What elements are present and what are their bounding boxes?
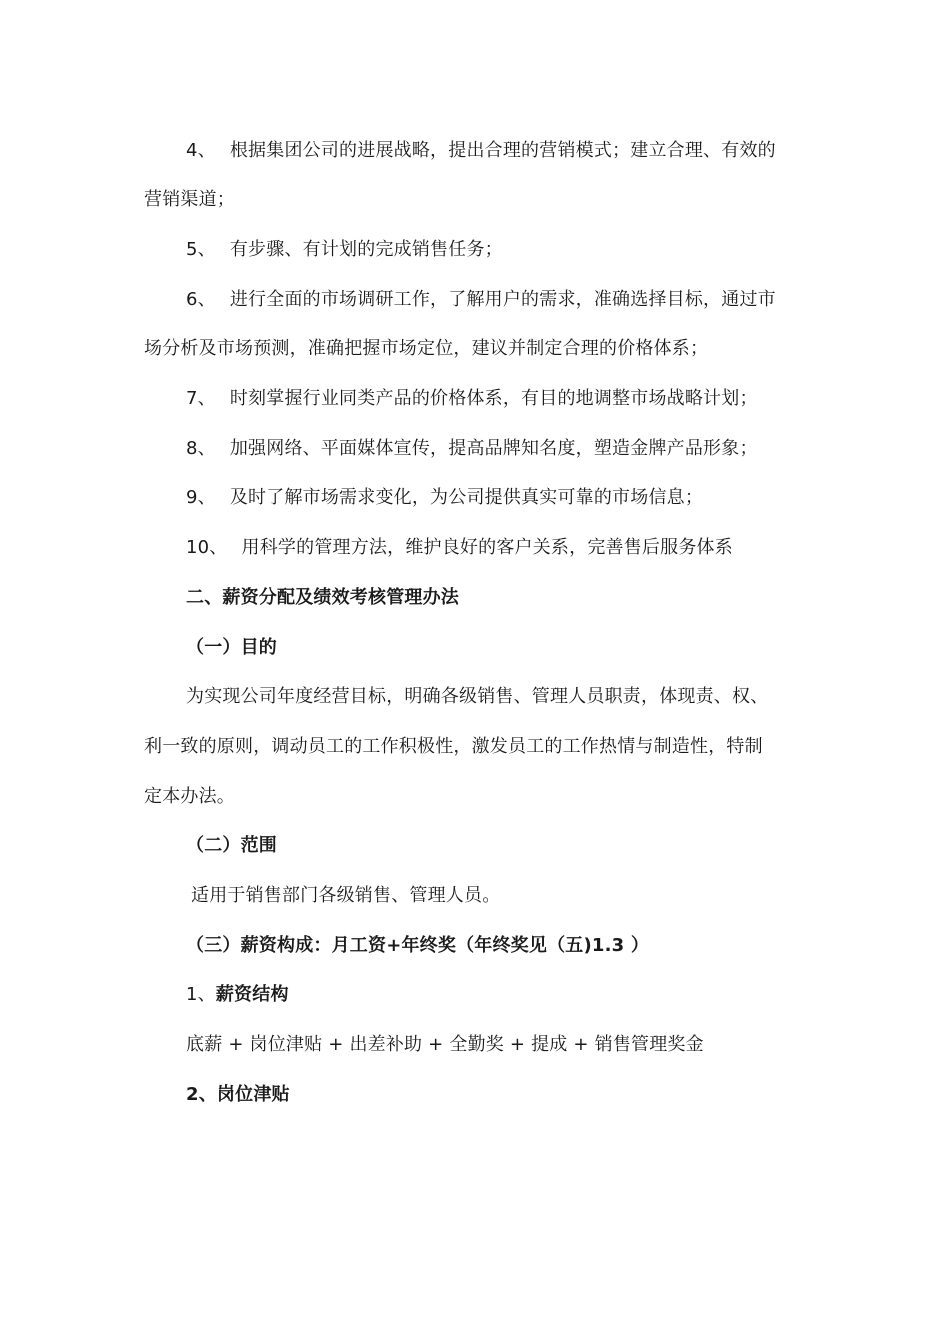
purpose-paragraph-line2: 利一致的原则，调动员工的工作积极性，激发员工的工作热情与制造性，特制: [144, 736, 763, 757]
purpose-paragraph-line3: 定本办法。: [144, 786, 235, 807]
subsection-heading-salary: （三）薪资构成：月工资+年终奖（年终奖见（五)1.3 ）: [186, 935, 650, 956]
scope-paragraph: 适用于销售部门各级销售、管理人员。: [191, 885, 501, 906]
salary-structure-number: 1、: [186, 984, 216, 1005]
list-item-8: [186, 436, 758, 462]
section-heading: 二、薪资分配及绩效考核管理办法: [186, 587, 459, 608]
list-item-text: 加强网络、平面媒体宣传，提高品牌知名度，塑造金牌产品形象；: [229, 438, 758, 459]
list-item-number: 5、: [186, 239, 216, 260]
salary-formula: 底薪 + 岗位津贴 + 出差补助 + 全勤奖 + 提成 + 销售管理奖金: [186, 1034, 704, 1055]
allowance-heading: 2、岗位津贴: [186, 1084, 290, 1105]
subsection-heading-purpose: （一）目的: [186, 637, 277, 658]
salary-structure-title: 薪资结构: [215, 984, 289, 1005]
list-item-4-line2: 营销渠道；: [144, 189, 235, 210]
list-item-number: 6、: [186, 289, 216, 310]
purpose-paragraph-line1: 为实现公司年度经营目标，明确各级销售、管理人员职责，体现责、权、: [186, 686, 769, 707]
list-item-number: 7、: [186, 388, 216, 409]
list-item-7: [186, 386, 758, 412]
list-item-text: 时刻掌握行业同类产品的价格体系，有目的地调整市场战略计划；: [229, 388, 758, 409]
list-item-6-line1: [186, 287, 776, 313]
salary-structure-heading: [186, 982, 289, 1008]
list-item-text: 根据集团公司的进展战略，提出合理的营销模式；建立合理、有效的: [229, 140, 776, 161]
list-item-number: 4、: [186, 140, 216, 161]
list-item-5: [186, 237, 503, 263]
list-item-number: 9、: [186, 487, 216, 508]
list-item-text: 用科学的管理方法，维护良好的客户关系，完善售后服务体系: [241, 537, 733, 558]
list-item-text: 及时了解市场需求变化，为公司提供真实可靠的市场信息；: [229, 487, 704, 508]
list-item-text: 进行全面的市场调研工作，了解用户的需求，准确选择目标，通过市: [229, 289, 776, 310]
list-item-9: [186, 485, 703, 511]
list-item-4-line1: [186, 138, 776, 164]
subsection-heading-scope: （二）范围: [186, 835, 277, 856]
list-item-10: [186, 535, 733, 561]
list-item-number: 8、: [186, 438, 216, 459]
list-item-6-line2: 场分析及市场预测，准确把握市场定位，建议并制定合理的价格体系；: [144, 338, 709, 359]
list-item-text: 有步骤、有计划的完成销售任务；: [229, 239, 503, 260]
list-item-number: 10、: [186, 537, 228, 558]
